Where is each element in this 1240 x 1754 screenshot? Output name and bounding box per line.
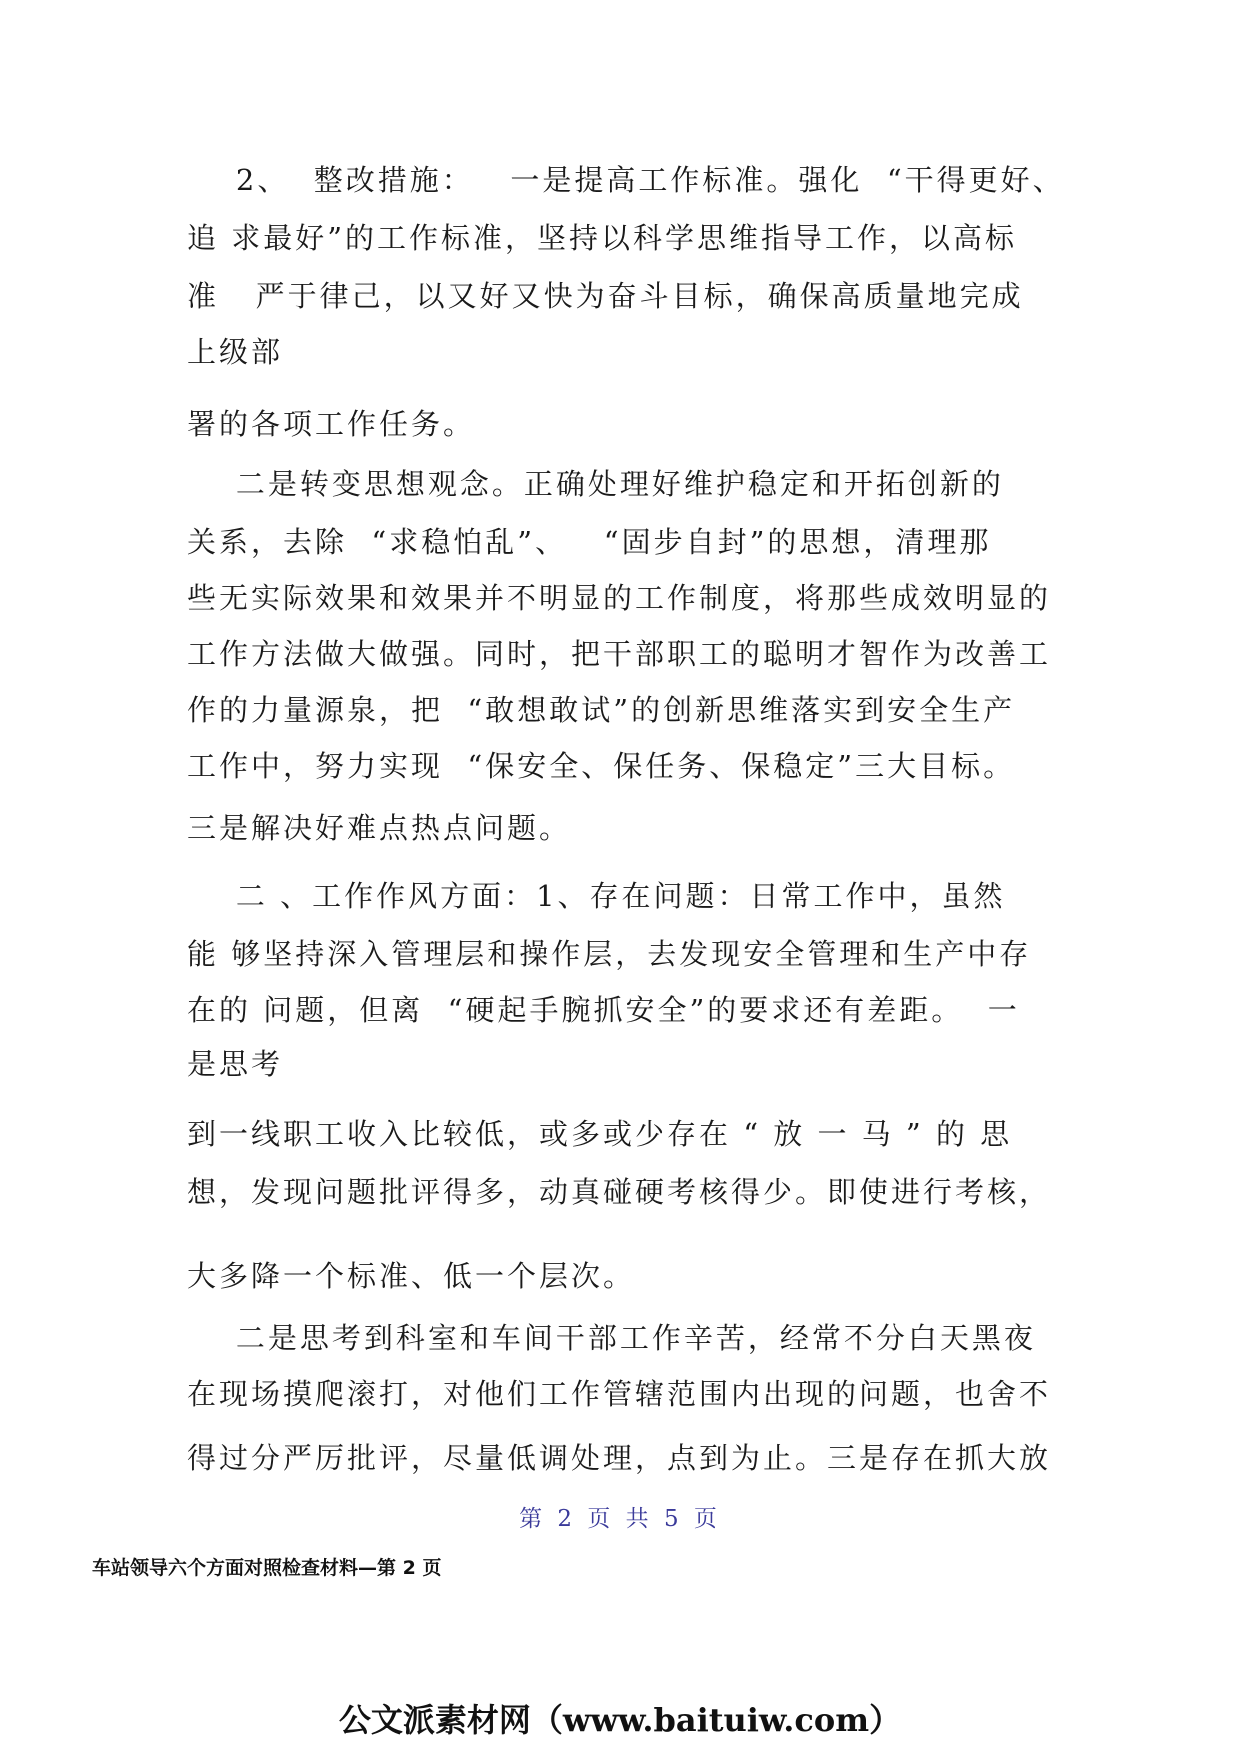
- body-line: 在现场摸爬滚打，对他们工作管辖范围内出现的问题，也舍不: [187, 1377, 1052, 1411]
- document-caption: 车站领导六个方面对照检查材料—第 2 页: [92, 1557, 442, 1579]
- body-line: 追 求最好”的工作标准，坚持以科学思维指导工作，以高标: [187, 221, 1018, 255]
- body-line: 得过分严厉批评，尽量低调处理，点到为止。三是存在抓大放: [187, 1441, 1052, 1475]
- body-line: 二是转变思想观念。正确处理好维护稳定和开拓创新的: [187, 467, 1004, 501]
- body-line: 关系，去除 “求稳怕乱”、 “固步自封”的思想，清理那: [187, 525, 992, 559]
- body-line: 2、 整改措施： 一是提高工作标准。强化 “干得更好、: [187, 163, 1065, 197]
- body-line: 三是解决好难点热点问题。: [187, 811, 572, 845]
- body-line: 能 够坚持深入管理层和操作层，去发现安全管理和生产中存: [187, 937, 1032, 971]
- site-watermark: 公文派素材网（www.baituiw.com）: [338, 1701, 902, 1739]
- body-line: 工作中，努力实现 “保安全、保任务、保稳定”三大目标。: [187, 749, 1016, 783]
- body-line: 准 严于律己，以又好又快为奋斗目标，确保高质量地完成: [187, 279, 1024, 313]
- body-line: 是思考: [187, 1047, 284, 1081]
- body-line: 大多降一个标准、低一个层次。: [187, 1259, 636, 1293]
- body-line: 工作方法做大做强。同时，把干部职工的聪明才智作为改善工: [187, 637, 1052, 671]
- body-line: 些无实际效果和效果并不明显的工作制度，将那些成效明显的: [187, 581, 1052, 615]
- body-line: 作的力量源泉，把 “敢想敢试”的创新思维落实到安全生产: [187, 693, 1016, 727]
- body-line: 二 、工作作风方面：1、存在问题：日常工作中，虽然: [187, 879, 1006, 913]
- body-line: 署的各项工作任务。: [187, 407, 476, 441]
- page-indicator: 第 2 页 共 5 页: [519, 1506, 721, 1532]
- body-line: 想，发现问题批评得多，动真碰硬考核得少。即使进行考核，: [187, 1175, 1052, 1209]
- body-line: 到一线职工收入比较低，或多或少存在 “ 放 一 马 ” 的 思: [187, 1117, 1013, 1151]
- body-line: 二是思考到科室和车间干部工作辛苦，经常不分白天黑夜: [187, 1321, 1036, 1355]
- body-line: 上级部: [187, 335, 284, 369]
- body-line: 在的 问题，但离 “硬起手腕抓安全”的要求还有差距。 一: [187, 993, 1020, 1027]
